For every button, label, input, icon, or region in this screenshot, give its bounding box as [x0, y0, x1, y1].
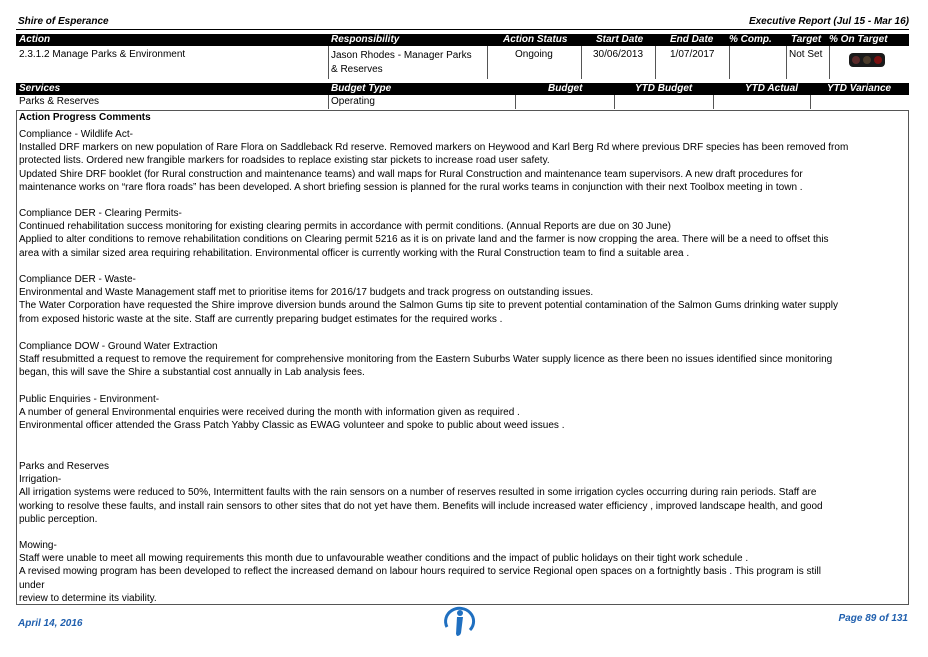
target: Not Set — [789, 49, 823, 60]
col-target: Target — [791, 34, 822, 45]
action-table-header — [16, 34, 909, 46]
comment-waste: Compliance DER - Waste- Environmental and Waste Management staff met to prioritise items for 2016/17 budgets and track progress on outstanding issues. The Water Corporation have requested the Shire improve diversion bunds around the Salmon Gums tip site to prevent potential contamination of the Salmon Gums drinking water supply from exposed historic waste at the site. Staff are currently preparing budget estimates for the required works . — [19, 274, 838, 325]
col-percent-comp: % Comp. — [729, 34, 772, 45]
service-name: Parks & Reserves — [19, 96, 100, 107]
col-ytd-actual: YTD Actual — [745, 83, 798, 94]
responsibility: Jason Rhodes - Manager Parks & Reserves — [331, 50, 472, 75]
footer-date: April 14, 2016 — [18, 618, 83, 629]
comment-irrigation: Parks and Reserves Irrigation- All irrigation systems were reduced to 50%, Intermittent faults with the rain sensors on a number of reserves resulted in some irrigation cycles occurring during rain periods. Staff are working to resolve these faults, and install rain sensors to other sites that do not yet have them. Benefits will include increased water efficiency , improved landscape health, and good public perception. — [19, 461, 823, 525]
action-name: 2.3.1.2 Manage Parks & Environment — [19, 49, 186, 60]
services-row — [16, 95, 909, 109]
services-table-header — [16, 83, 909, 95]
traffic-light-icon — [849, 53, 885, 67]
col-ytd-variance: YTD Variance — [827, 83, 892, 94]
col-budget: Budget — [548, 83, 583, 94]
comment-public-enquiries: Public Enquiries - Environment- A number of general Environmental enquiries were received during the month with information given as required . Environmental officer attended the Grass Patch Yabby Classic as EWAG volunteer and spoke to public about weed issues . — [19, 394, 565, 432]
comments-title: Action Progress Comments — [19, 112, 151, 123]
end-date: 1/07/2017 — [670, 49, 715, 60]
col-responsibility: Responsibility — [331, 34, 400, 45]
col-action: Action — [19, 34, 51, 45]
col-start-date: Start Date — [596, 34, 644, 45]
comment-mowing: Mowing- Staff were unable to meet all mowing requirements this month due to unfavourable weather conditions and the impact of public holidays on their tight work schedule . A revised mowing program has been developed to reflect the increased demand on labour hours required to service Regional open spaces on a fortnightly basis . This program is still under review to determine its viability. — [19, 540, 821, 604]
report-title: Executive Report (Jul 15 - Mar 16) — [748, 16, 909, 27]
comment-wildlife: Compliance - Wildlife Act- Installed DRF markers on new population of Rare Flora on Saddleback Rd reserve. Removed markers on Heywood and Karl Berg Rd where previous DRF species has been removed from protected lists. Ordered new frangible markers for roadsides to replace existing star pickets to increase road user safety. Updated Shire DRF booklet (for Rural construction and maintenance teams) and wall maps for Rural Construction and maintenance team supervisors. A new draft procedures for maintenance works on “rare flora roads” has been developed. A short briefing session is planned for the rural works teams in conjunction with their next Toolbox meeting in town . — [19, 129, 849, 193]
budget-type: Operating — [331, 96, 375, 107]
info-i-logo-icon — [440, 605, 478, 637]
org-name: Shire of Esperance — [18, 16, 109, 27]
header-rule — [16, 29, 909, 30]
col-end-date: End Date — [670, 34, 714, 45]
comment-clearing-permits: Compliance DER - Clearing Permits- Continued rehabilitation success monitoring for existing clearing permits in accordance with permit conditions. (Annual Reports are due on 30 June) Applied to alter conditions to remove rehabilitation conditions on Clearing permit 5216 as it is on private land and the farmer is now cropping the area. There will be a need to offset this area with a similar sized area requiring rehabilitation. Environmental officer is currently working with the Rural Construction team to find a suitable area . — [19, 208, 829, 259]
col-action-status: Action Status — [503, 34, 568, 45]
col-budget-type: Budget Type — [331, 83, 392, 94]
col-ytd-budget: YTD Budget — [635, 83, 693, 94]
col-services: Services — [19, 83, 61, 94]
col-on-target: % On Target — [829, 34, 888, 45]
footer-page-number: Page 89 of 131 — [838, 613, 908, 624]
start-date: 30/06/2013 — [593, 49, 644, 60]
comment-ground-water: Compliance DOW - Ground Water Extraction Staff resubmitted a request to remove the requirement for comprehensive monitoring from the Eastern Suburbs Water supply licence as there been no issues identified since monitoring began, this will save the Shire a substantial cost annually in Lab analysis fees. — [19, 341, 833, 379]
action-status: Ongoing — [515, 49, 553, 60]
